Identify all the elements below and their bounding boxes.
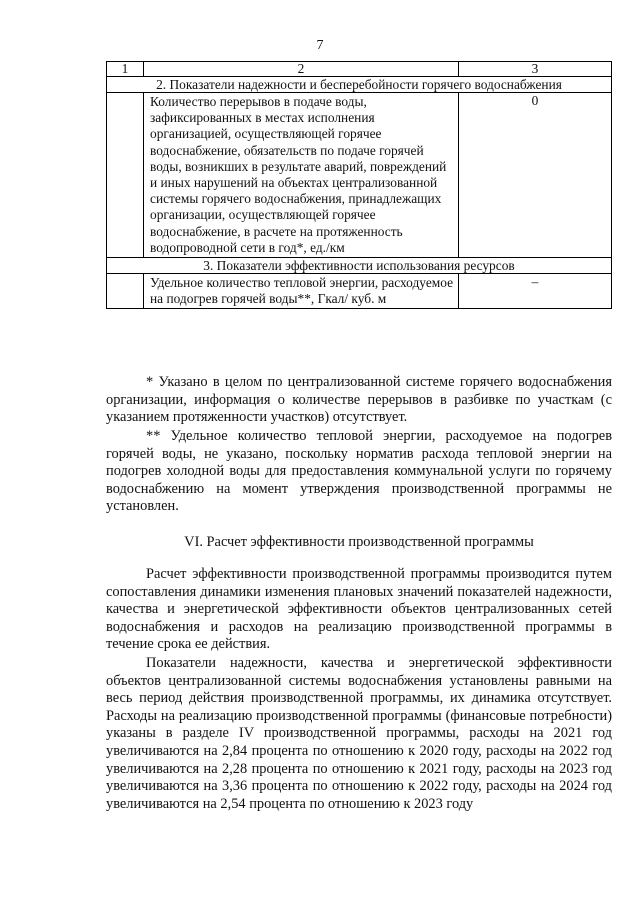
row2-indicator: Удельное количество тепловой энергии, расходуемое на подогрев горячей воды**, Гкал/ куб. м bbox=[144, 274, 459, 309]
row2-value: – bbox=[459, 274, 612, 309]
col-header-1: 1 bbox=[107, 62, 144, 77]
section-heading: VI. Расчет эффективности производственной программы bbox=[184, 534, 534, 550]
footnote-1: * Указано в целом по централизованной системе горячего водоснабжения организации, информация о количестве перерывов в разбивке по участкам (с указанием протяженности участков) отсутствует. bbox=[106, 374, 612, 426]
section-2-title: 2. Показатели надежности и бесперебойности горячего водоснабжения bbox=[107, 77, 612, 93]
col-header-3: 3 bbox=[459, 62, 612, 77]
row1-num-cell bbox=[107, 93, 144, 258]
row1-indicator: Количество перерывов в подаче воды, зафиксированных в местах исполнения организацией, осуществляющей горячее водоснабжение, обязательств по подаче горячей воды, возникших в результате аварий, повреждений и иных нарушений на объектах централизованной системы горячего водоснабжения, принадлежащих организации, осуществляющей горячее водоснабжение, в расчете на протяженность водопроводной сети в год*, ед./км bbox=[144, 93, 459, 258]
section-3-title: 3. Показатели эффективности использования ресурсов bbox=[107, 258, 612, 274]
indicators-table bbox=[106, 61, 612, 309]
col-header-2: 2 bbox=[144, 62, 459, 77]
table-row bbox=[107, 274, 612, 309]
table-header-row bbox=[107, 62, 612, 77]
footnote-2: ** Удельное количество тепловой энергии, расходуемое на подогрев горячей воды, не указано, поскольку норматив расхода тепловой энергии на подогрев холодной воды для предоставления коммунальной услуги по горячему водоснабжению на момент утверждения производственной программы не установлен. bbox=[106, 428, 612, 515]
paragraph-2: Показатели надежности, качества и энергетической эффективности объектов централизованной системы водоснабжения установлены равными на весь период действия производственной программы, их динамика отсутствует. Расходы на реализацию производственной программы (финансовые потребности) указаны в разделе IV производственной программы, расходы на 2021 год увеличиваются на 2,84 процента по отношению к 2020 году, расходы на 2022 год увеличиваются на 2,28 процента по отношению к 2021 году, расходы на 2023 год увеличиваются на 3,36 процента по отношению к 2022 году, расходы на 2024 год увеличиваются на 2,54 процента по отношению к 2023 году bbox=[106, 655, 612, 812]
row1-value: 0 bbox=[459, 93, 612, 258]
section-row bbox=[107, 258, 612, 274]
table-row bbox=[107, 93, 612, 258]
row2-num-cell bbox=[107, 274, 144, 309]
page-number: 7 bbox=[316, 38, 324, 53]
paragraph-1: Расчет эффективности производственной программы производится путем сопоставления динамики изменения плановых значений показателей надежности, качества и энергетической эффективности объектов централизованных сетей водоснабжения и расходов на реализацию производственной программы в течение срока ее действия. bbox=[106, 566, 612, 653]
section-row bbox=[107, 77, 612, 93]
